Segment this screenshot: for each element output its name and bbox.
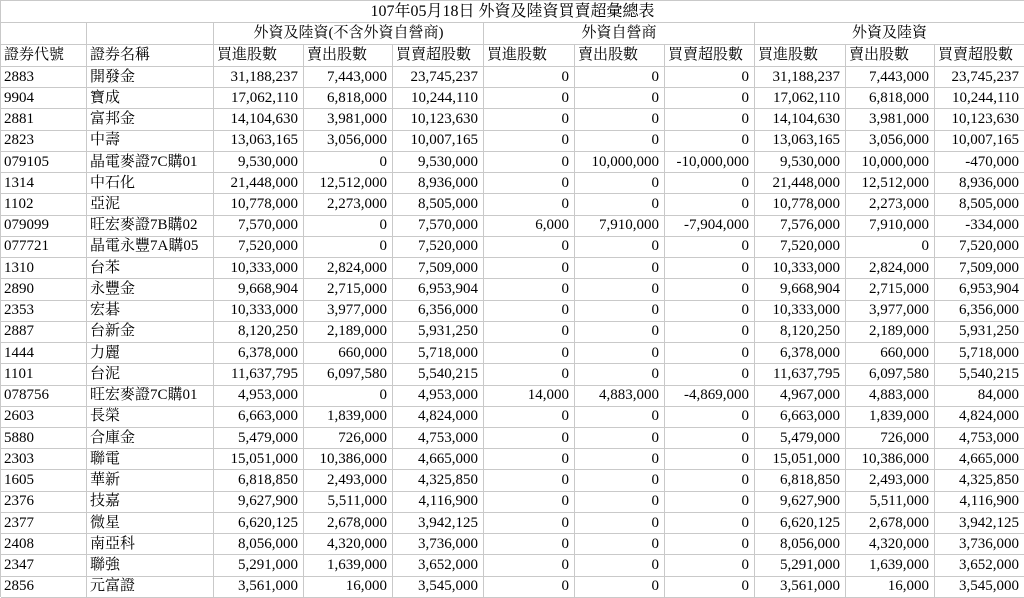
cell-g2-net-shares: 0 xyxy=(665,470,755,491)
cell-g3-sell-shares: 3,056,000 xyxy=(846,131,935,152)
cell-g1-sell-shares: 0 xyxy=(304,216,393,237)
cell-g1-net-shares: 7,520,000 xyxy=(393,237,484,258)
cell-g1-sell-shares: 2,493,000 xyxy=(304,470,393,491)
cell-g2-sell-shares: 0 xyxy=(575,88,665,109)
cell-g2-sell-shares: 0 xyxy=(575,449,665,470)
cell-g1-buy-shares: 6,818,850 xyxy=(214,470,304,491)
cell-security-name: 富邦金 xyxy=(87,109,214,130)
cell-g1-buy-shares: 6,620,125 xyxy=(214,513,304,534)
cell-g3-buy-shares: 9,668,904 xyxy=(755,279,846,300)
cell-g2-sell-shares: 0 xyxy=(575,131,665,152)
cell-security-code: 1101 xyxy=(1,364,87,385)
cell-g2-sell-shares: 0 xyxy=(575,279,665,300)
cell-g3-sell-shares: 6,097,580 xyxy=(846,364,935,385)
cell-g2-buy-shares: 0 xyxy=(484,492,575,513)
column-header-g2-buy-shares: 買進股數 xyxy=(484,45,575,67)
cell-g1-net-shares: 3,545,000 xyxy=(393,577,484,598)
cell-g3-sell-shares: 5,511,000 xyxy=(846,492,935,513)
cell-g3-net-shares: 3,652,000 xyxy=(935,555,1024,576)
cell-g2-sell-shares: 7,910,000 xyxy=(575,216,665,237)
cell-g2-sell-shares: 0 xyxy=(575,109,665,130)
cell-g1-sell-shares: 1,839,000 xyxy=(304,407,393,428)
cell-g3-sell-shares: 6,818,000 xyxy=(846,88,935,109)
cell-security-code: 2881 xyxy=(1,109,87,130)
cell-g1-net-shares: 10,123,630 xyxy=(393,109,484,130)
cell-g2-net-shares: 0 xyxy=(665,407,755,428)
cell-g3-net-shares: 4,325,850 xyxy=(935,470,1024,491)
cell-g3-net-shares: 4,753,000 xyxy=(935,428,1024,449)
cell-g2-net-shares: 0 xyxy=(665,449,755,470)
cell-security-code: 2377 xyxy=(1,513,87,534)
cell-security-name: 台泥 xyxy=(87,364,214,385)
cell-g2-buy-shares: 0 xyxy=(484,237,575,258)
cell-g3-net-shares: 5,718,000 xyxy=(935,343,1024,364)
cell-security-name: 宏碁 xyxy=(87,301,214,322)
cell-g1-buy-shares: 21,448,000 xyxy=(214,173,304,194)
cell-security-name: 台新金 xyxy=(87,322,214,343)
cell-security-name: 華新 xyxy=(87,470,214,491)
cell-g3-net-shares: -334,000 xyxy=(935,216,1024,237)
cell-security-code: 2376 xyxy=(1,492,87,513)
group-header-spacer-name xyxy=(87,23,214,45)
cell-g2-buy-shares: 0 xyxy=(484,109,575,130)
cell-g1-sell-shares: 3,981,000 xyxy=(304,109,393,130)
cell-g2-buy-shares: 0 xyxy=(484,194,575,215)
cell-g2-buy-shares: 14,000 xyxy=(484,386,575,407)
cell-g3-net-shares: 3,545,000 xyxy=(935,577,1024,598)
cell-g2-net-shares: 0 xyxy=(665,173,755,194)
cell-g3-sell-shares: 660,000 xyxy=(846,343,935,364)
cell-security-name: 旺宏麥證7B購02 xyxy=(87,216,214,237)
cell-g3-net-shares: 3,942,125 xyxy=(935,513,1024,534)
cell-g3-sell-shares: 2,678,000 xyxy=(846,513,935,534)
cell-g1-sell-shares: 16,000 xyxy=(304,577,393,598)
cell-security-name: 長榮 xyxy=(87,407,214,428)
cell-g1-sell-shares: 2,273,000 xyxy=(304,194,393,215)
cell-g1-buy-shares: 7,520,000 xyxy=(214,237,304,258)
cell-g3-net-shares: 3,736,000 xyxy=(935,534,1024,555)
cell-security-name: 晶電麥證7C購01 xyxy=(87,152,214,173)
cell-g1-buy-shares: 4,953,000 xyxy=(214,386,304,407)
cell-g3-buy-shares: 31,188,237 xyxy=(755,67,846,88)
column-header-g3-buy-shares: 買進股數 xyxy=(755,45,846,67)
cell-g3-sell-shares: 7,443,000 xyxy=(846,67,935,88)
cell-g2-net-shares: -10,000,000 xyxy=(665,152,755,173)
column-header-g2-sell-shares: 賣出股數 xyxy=(575,45,665,67)
cell-g3-buy-shares: 9,530,000 xyxy=(755,152,846,173)
cell-g1-net-shares: 5,540,215 xyxy=(393,364,484,385)
cell-g2-net-shares: 0 xyxy=(665,343,755,364)
cell-g1-buy-shares: 8,120,250 xyxy=(214,322,304,343)
cell-security-code: 1310 xyxy=(1,258,87,279)
cell-security-code: 2856 xyxy=(1,577,87,598)
cell-g3-buy-shares: 6,620,125 xyxy=(755,513,846,534)
cell-g3-buy-shares: 5,291,000 xyxy=(755,555,846,576)
cell-g3-buy-shares: 11,637,795 xyxy=(755,364,846,385)
cell-g3-net-shares: -470,000 xyxy=(935,152,1024,173)
cell-security-code: 2303 xyxy=(1,449,87,470)
cell-security-name: 合庫金 xyxy=(87,428,214,449)
cell-g3-sell-shares: 2,493,000 xyxy=(846,470,935,491)
cell-g3-buy-shares: 21,448,000 xyxy=(755,173,846,194)
cell-g2-buy-shares: 0 xyxy=(484,301,575,322)
cell-g2-net-shares: -4,869,000 xyxy=(665,386,755,407)
cell-g1-buy-shares: 9,530,000 xyxy=(214,152,304,173)
cell-g2-net-shares: 0 xyxy=(665,88,755,109)
cell-g3-sell-shares: 10,000,000 xyxy=(846,152,935,173)
cell-g1-buy-shares: 8,056,000 xyxy=(214,534,304,555)
cell-g1-net-shares: 6,356,000 xyxy=(393,301,484,322)
cell-g3-sell-shares: 4,320,000 xyxy=(846,534,935,555)
cell-g2-buy-shares: 0 xyxy=(484,428,575,449)
cell-g1-net-shares: 4,325,850 xyxy=(393,470,484,491)
cell-g2-buy-shares: 0 xyxy=(484,173,575,194)
cell-security-code: 2603 xyxy=(1,407,87,428)
cell-g3-net-shares: 5,931,250 xyxy=(935,322,1024,343)
cell-g3-buy-shares: 6,663,000 xyxy=(755,407,846,428)
cell-g1-sell-shares: 3,056,000 xyxy=(304,131,393,152)
cell-g3-net-shares: 7,509,000 xyxy=(935,258,1024,279)
cell-security-name: 技嘉 xyxy=(87,492,214,513)
cell-g3-sell-shares: 2,715,000 xyxy=(846,279,935,300)
cell-g3-buy-shares: 10,333,000 xyxy=(755,301,846,322)
cell-g1-net-shares: 7,509,000 xyxy=(393,258,484,279)
cell-g3-buy-shares: 6,818,850 xyxy=(755,470,846,491)
cell-g1-sell-shares: 2,824,000 xyxy=(304,258,393,279)
cell-security-code: 2353 xyxy=(1,301,87,322)
report-title: 107年05月18日 外資及陸資買賣超彙總表 xyxy=(1,1,1024,23)
cell-g1-buy-shares: 3,561,000 xyxy=(214,577,304,598)
cell-security-code: 9904 xyxy=(1,88,87,109)
cell-g1-buy-shares: 10,333,000 xyxy=(214,258,304,279)
cell-security-code: 2890 xyxy=(1,279,87,300)
cell-g2-buy-shares: 0 xyxy=(484,279,575,300)
cell-g3-sell-shares: 12,512,000 xyxy=(846,173,935,194)
cell-g1-buy-shares: 10,778,000 xyxy=(214,194,304,215)
cell-security-code: 1102 xyxy=(1,194,87,215)
cell-g2-net-shares: 0 xyxy=(665,428,755,449)
cell-g2-sell-shares: 0 xyxy=(575,67,665,88)
cell-g2-sell-shares: 0 xyxy=(575,513,665,534)
cell-g2-net-shares: 0 xyxy=(665,534,755,555)
cell-g3-buy-shares: 15,051,000 xyxy=(755,449,846,470)
cell-g1-buy-shares: 17,062,110 xyxy=(214,88,304,109)
cell-g1-net-shares: 10,244,110 xyxy=(393,88,484,109)
cell-security-code: 5880 xyxy=(1,428,87,449)
cell-security-code: 1444 xyxy=(1,343,87,364)
cell-security-code: 077721 xyxy=(1,237,87,258)
cell-g1-net-shares: 7,570,000 xyxy=(393,216,484,237)
cell-g2-buy-shares: 0 xyxy=(484,407,575,428)
cell-security-code: 078756 xyxy=(1,386,87,407)
cell-security-name: 聯電 xyxy=(87,449,214,470)
cell-g1-net-shares: 5,931,250 xyxy=(393,322,484,343)
cell-g1-sell-shares: 2,189,000 xyxy=(304,322,393,343)
column-header-g1-net-shares: 買賣超股數 xyxy=(393,45,484,67)
cell-g1-net-shares: 4,824,000 xyxy=(393,407,484,428)
cell-g2-net-shares: 0 xyxy=(665,492,755,513)
cell-g1-sell-shares: 5,511,000 xyxy=(304,492,393,513)
cell-g3-net-shares: 7,520,000 xyxy=(935,237,1024,258)
cell-security-code: 079105 xyxy=(1,152,87,173)
cell-g2-sell-shares: 0 xyxy=(575,534,665,555)
cell-g3-net-shares: 8,505,000 xyxy=(935,194,1024,215)
cell-g3-net-shares: 4,824,000 xyxy=(935,407,1024,428)
cell-g1-net-shares: 6,953,904 xyxy=(393,279,484,300)
cell-g1-sell-shares: 3,977,000 xyxy=(304,301,393,322)
cell-g3-net-shares: 84,000 xyxy=(935,386,1024,407)
cell-g1-net-shares: 3,942,125 xyxy=(393,513,484,534)
cell-security-code: 2883 xyxy=(1,67,87,88)
cell-g1-net-shares: 3,736,000 xyxy=(393,534,484,555)
cell-g3-sell-shares: 10,386,000 xyxy=(846,449,935,470)
cell-security-name: 台苯 xyxy=(87,258,214,279)
cell-g3-sell-shares: 3,981,000 xyxy=(846,109,935,130)
cell-g3-buy-shares: 7,576,000 xyxy=(755,216,846,237)
cell-g1-sell-shares: 726,000 xyxy=(304,428,393,449)
cell-g3-net-shares: 10,007,165 xyxy=(935,131,1024,152)
cell-g1-sell-shares: 1,639,000 xyxy=(304,555,393,576)
column-header-g2-net-shares: 買賣超股數 xyxy=(665,45,755,67)
cell-g3-net-shares: 10,123,630 xyxy=(935,109,1024,130)
cell-g1-net-shares: 10,007,165 xyxy=(393,131,484,152)
cell-g3-buy-shares: 17,062,110 xyxy=(755,88,846,109)
cell-g3-sell-shares: 726,000 xyxy=(846,428,935,449)
cell-g1-sell-shares: 6,097,580 xyxy=(304,364,393,385)
cell-g1-buy-shares: 11,637,795 xyxy=(214,364,304,385)
cell-g2-buy-shares: 0 xyxy=(484,449,575,470)
cell-g2-net-shares: 0 xyxy=(665,364,755,385)
cell-g2-sell-shares: 0 xyxy=(575,237,665,258)
cell-g1-sell-shares: 4,320,000 xyxy=(304,534,393,555)
cell-g3-sell-shares: 2,273,000 xyxy=(846,194,935,215)
cell-g1-net-shares: 8,505,000 xyxy=(393,194,484,215)
cell-g3-buy-shares: 5,479,000 xyxy=(755,428,846,449)
cell-g2-net-shares: 0 xyxy=(665,109,755,130)
group-header-foreign-dealer: 外資自營商 xyxy=(484,23,755,45)
cell-g1-buy-shares: 9,627,900 xyxy=(214,492,304,513)
cell-g2-net-shares: -7,904,000 xyxy=(665,216,755,237)
cell-g2-buy-shares: 0 xyxy=(484,470,575,491)
cell-g1-sell-shares: 0 xyxy=(304,237,393,258)
group-header-foreign-excl-dealer: 外資及陸資(不含外資自營商) xyxy=(214,23,484,45)
cell-security-name: 力麗 xyxy=(87,343,214,364)
cell-g2-buy-shares: 6,000 xyxy=(484,216,575,237)
cell-g1-net-shares: 4,116,900 xyxy=(393,492,484,513)
cell-g3-sell-shares: 1,639,000 xyxy=(846,555,935,576)
cell-g2-sell-shares: 0 xyxy=(575,577,665,598)
cell-security-name: 開發金 xyxy=(87,67,214,88)
cell-g2-net-shares: 0 xyxy=(665,513,755,534)
cell-g3-net-shares: 6,953,904 xyxy=(935,279,1024,300)
cell-g1-sell-shares: 0 xyxy=(304,152,393,173)
cell-g1-buy-shares: 7,570,000 xyxy=(214,216,304,237)
cell-g3-net-shares: 4,116,900 xyxy=(935,492,1024,513)
cell-security-name: 元富證 xyxy=(87,577,214,598)
cell-g1-net-shares: 3,652,000 xyxy=(393,555,484,576)
column-header-g1-buy-shares: 買進股數 xyxy=(214,45,304,67)
column-header-security-name: 證券名稱 xyxy=(87,45,214,67)
cell-g3-buy-shares: 13,063,165 xyxy=(755,131,846,152)
cell-security-code: 1314 xyxy=(1,173,87,194)
cell-g2-net-shares: 0 xyxy=(665,279,755,300)
cell-g3-buy-shares: 14,104,630 xyxy=(755,109,846,130)
column-header-security-code: 證券代號 xyxy=(1,45,87,67)
cell-g3-sell-shares: 0 xyxy=(846,237,935,258)
cell-security-code: 2823 xyxy=(1,131,87,152)
cell-g2-buy-shares: 0 xyxy=(484,88,575,109)
cell-g1-buy-shares: 5,291,000 xyxy=(214,555,304,576)
cell-g1-sell-shares: 2,678,000 xyxy=(304,513,393,534)
cell-g1-buy-shares: 14,104,630 xyxy=(214,109,304,130)
cell-g2-buy-shares: 0 xyxy=(484,364,575,385)
cell-g1-buy-shares: 6,378,000 xyxy=(214,343,304,364)
cell-g1-sell-shares: 10,386,000 xyxy=(304,449,393,470)
cell-g3-sell-shares: 4,883,000 xyxy=(846,386,935,407)
cell-g3-buy-shares: 7,520,000 xyxy=(755,237,846,258)
cell-g3-net-shares: 5,540,215 xyxy=(935,364,1024,385)
cell-g3-buy-shares: 10,333,000 xyxy=(755,258,846,279)
cell-security-code: 2887 xyxy=(1,322,87,343)
cell-g2-buy-shares: 0 xyxy=(484,343,575,364)
cell-security-name: 亞泥 xyxy=(87,194,214,215)
cell-g1-net-shares: 4,753,000 xyxy=(393,428,484,449)
cell-g2-buy-shares: 0 xyxy=(484,322,575,343)
cell-g2-sell-shares: 0 xyxy=(575,364,665,385)
cell-g3-buy-shares: 10,778,000 xyxy=(755,194,846,215)
cell-security-name: 晶電永豐7A購05 xyxy=(87,237,214,258)
cell-g3-sell-shares: 16,000 xyxy=(846,577,935,598)
cell-g2-buy-shares: 0 xyxy=(484,152,575,173)
cell-g3-buy-shares: 9,627,900 xyxy=(755,492,846,513)
cell-g1-net-shares: 5,718,000 xyxy=(393,343,484,364)
cell-g2-buy-shares: 0 xyxy=(484,513,575,534)
cell-g1-buy-shares: 13,063,165 xyxy=(214,131,304,152)
cell-security-name: 南亞科 xyxy=(87,534,214,555)
cell-g2-buy-shares: 0 xyxy=(484,131,575,152)
cell-g2-buy-shares: 0 xyxy=(484,67,575,88)
cell-g3-net-shares: 6,356,000 xyxy=(935,301,1024,322)
cell-g3-net-shares: 8,936,000 xyxy=(935,173,1024,194)
cell-g2-net-shares: 0 xyxy=(665,322,755,343)
cell-g2-net-shares: 0 xyxy=(665,131,755,152)
cell-g3-sell-shares: 7,910,000 xyxy=(846,216,935,237)
cell-g2-net-shares: 0 xyxy=(665,237,755,258)
cell-g1-sell-shares: 0 xyxy=(304,386,393,407)
cell-security-code: 2408 xyxy=(1,534,87,555)
cell-g2-sell-shares: 0 xyxy=(575,470,665,491)
cell-g2-net-shares: 0 xyxy=(665,67,755,88)
cell-g2-sell-shares: 0 xyxy=(575,428,665,449)
cell-security-name: 聯強 xyxy=(87,555,214,576)
cell-g1-net-shares: 23,745,237 xyxy=(393,67,484,88)
cell-security-name: 旺宏麥證7C購01 xyxy=(87,386,214,407)
cell-g1-net-shares: 4,665,000 xyxy=(393,449,484,470)
cell-g3-buy-shares: 8,120,250 xyxy=(755,322,846,343)
cell-g1-net-shares: 4,953,000 xyxy=(393,386,484,407)
cell-security-name: 永豐金 xyxy=(87,279,214,300)
cell-g3-sell-shares: 1,839,000 xyxy=(846,407,935,428)
cell-g1-sell-shares: 12,512,000 xyxy=(304,173,393,194)
cell-g2-sell-shares: 0 xyxy=(575,322,665,343)
cell-g2-buy-shares: 0 xyxy=(484,577,575,598)
cell-g1-sell-shares: 6,818,000 xyxy=(304,88,393,109)
cell-g3-buy-shares: 4,967,000 xyxy=(755,386,846,407)
cell-g2-net-shares: 0 xyxy=(665,258,755,279)
cell-g3-net-shares: 23,745,237 xyxy=(935,67,1024,88)
column-header-g1-sell-shares: 賣出股數 xyxy=(304,45,393,67)
cell-g1-buy-shares: 9,668,904 xyxy=(214,279,304,300)
cell-g3-sell-shares: 2,824,000 xyxy=(846,258,935,279)
cell-g3-buy-shares: 8,056,000 xyxy=(755,534,846,555)
cell-g2-net-shares: 0 xyxy=(665,577,755,598)
cell-g2-sell-shares: 0 xyxy=(575,555,665,576)
cell-security-code: 1605 xyxy=(1,470,87,491)
column-header-g3-net-shares: 買賣超股數 xyxy=(935,45,1024,67)
cell-g2-sell-shares: 10,000,000 xyxy=(575,152,665,173)
cell-security-code: 079099 xyxy=(1,216,87,237)
cell-g2-net-shares: 0 xyxy=(665,194,755,215)
cell-g1-net-shares: 8,936,000 xyxy=(393,173,484,194)
cell-g3-sell-shares: 2,189,000 xyxy=(846,322,935,343)
cell-g2-sell-shares: 0 xyxy=(575,258,665,279)
cell-g1-buy-shares: 15,051,000 xyxy=(214,449,304,470)
cell-g2-net-shares: 0 xyxy=(665,555,755,576)
group-header-spacer-code xyxy=(1,23,87,45)
cell-g1-buy-shares: 6,663,000 xyxy=(214,407,304,428)
cell-g1-buy-shares: 10,333,000 xyxy=(214,301,304,322)
cell-g2-sell-shares: 0 xyxy=(575,343,665,364)
cell-security-name: 中石化 xyxy=(87,173,214,194)
cell-g2-sell-shares: 0 xyxy=(575,194,665,215)
cell-security-name: 中壽 xyxy=(87,131,214,152)
cell-g2-sell-shares: 0 xyxy=(575,173,665,194)
cell-g2-buy-shares: 0 xyxy=(484,555,575,576)
cell-g3-sell-shares: 3,977,000 xyxy=(846,301,935,322)
cell-g2-sell-shares: 4,883,000 xyxy=(575,386,665,407)
cell-g1-net-shares: 9,530,000 xyxy=(393,152,484,173)
cell-g1-sell-shares: 660,000 xyxy=(304,343,393,364)
cell-g1-buy-shares: 31,188,237 xyxy=(214,67,304,88)
cell-g3-buy-shares: 3,561,000 xyxy=(755,577,846,598)
cell-g1-sell-shares: 7,443,000 xyxy=(304,67,393,88)
cell-g1-buy-shares: 5,479,000 xyxy=(214,428,304,449)
column-header-g3-sell-shares: 賣出股數 xyxy=(846,45,935,67)
cell-g2-sell-shares: 0 xyxy=(575,407,665,428)
cell-g2-sell-shares: 0 xyxy=(575,301,665,322)
cell-g3-buy-shares: 6,378,000 xyxy=(755,343,846,364)
cell-g2-net-shares: 0 xyxy=(665,301,755,322)
cell-g2-buy-shares: 0 xyxy=(484,258,575,279)
cell-g1-sell-shares: 2,715,000 xyxy=(304,279,393,300)
cell-g2-sell-shares: 0 xyxy=(575,492,665,513)
cell-security-code: 2347 xyxy=(1,555,87,576)
cell-g3-net-shares: 10,244,110 xyxy=(935,88,1024,109)
cell-g3-net-shares: 4,665,000 xyxy=(935,449,1024,470)
cell-security-name: 微星 xyxy=(87,513,214,534)
cell-security-name: 寶成 xyxy=(87,88,214,109)
cell-g2-buy-shares: 0 xyxy=(484,534,575,555)
group-header-foreign-total: 外資及陸資 xyxy=(755,23,1024,45)
